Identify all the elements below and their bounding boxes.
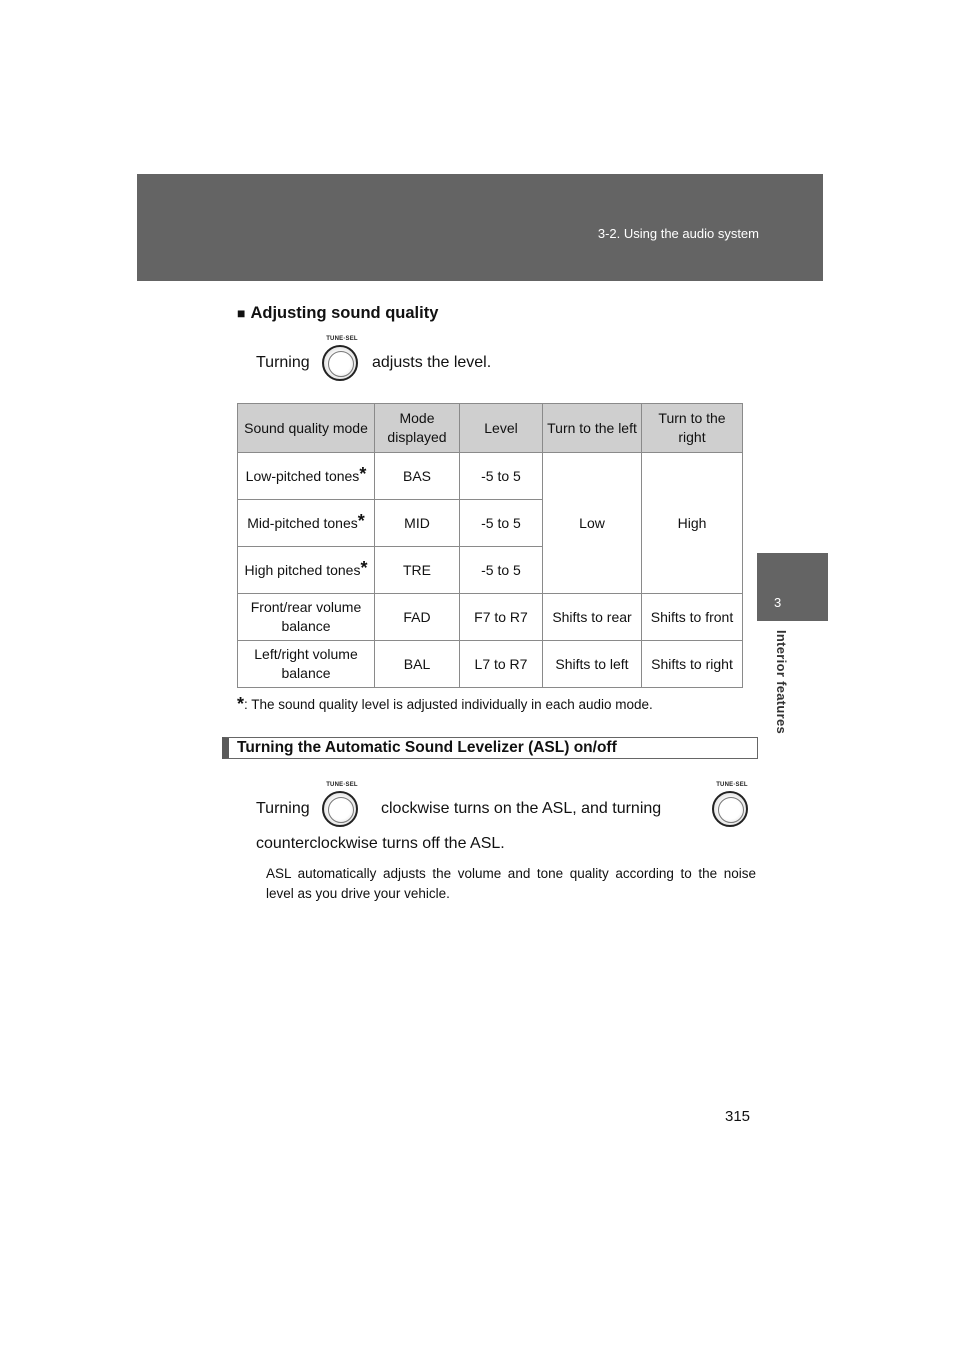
displayed-cell: BAS	[375, 453, 460, 500]
asl-instruction-counterclockwise: counterclockwise turns off the ASL.	[256, 835, 505, 852]
section-heading-asl: Turning the Automatic Sound Levelizer (ASL) on/off	[222, 737, 758, 759]
displayed-cell: TRE	[375, 547, 460, 594]
knob-label: TUNE·SEL	[716, 782, 748, 788]
footnote-text: : The sound quality level is adjusted individually in each audio mode.	[244, 697, 653, 712]
right-cell: Shifts to right	[642, 641, 743, 688]
col-header-level: Level	[460, 404, 543, 453]
mode-cell: High pitched tones*	[238, 547, 375, 594]
asterisk-mark: *	[237, 694, 245, 714]
merged-right-cell: High	[642, 453, 743, 594]
col-header-displayed: Mode displayed	[375, 404, 460, 453]
table-row	[238, 453, 743, 500]
square-bullet-icon: ■	[237, 305, 246, 321]
asl-instruction-turning: Turning	[256, 800, 310, 817]
asterisk-mark: *	[359, 463, 367, 484]
mode-cell: Left/right volume balance	[238, 641, 375, 688]
tune-sel-knob-icon	[322, 782, 358, 827]
level-cell: -5 to 5	[460, 547, 543, 594]
footnote	[237, 694, 653, 714]
asl-instruction-clockwise: clockwise turns on the ASL, and turning	[381, 800, 662, 817]
chapter-label: Interior features	[774, 630, 789, 735]
knob-label: TUNE·SEL	[326, 782, 358, 788]
section-title: 3-2. Using the audio system	[597, 226, 759, 241]
displayed-cell: BAL	[375, 641, 460, 688]
chapter-number: 3	[774, 595, 782, 610]
mode-cell: Low-pitched tones*	[238, 453, 375, 500]
asterisk-mark: *	[360, 557, 368, 578]
merged-left-cell: Low	[543, 453, 642, 594]
displayed-cell: FAD	[375, 594, 460, 641]
col-header-left: Turn to the left	[543, 404, 642, 453]
left-cell: Shifts to left	[543, 641, 642, 688]
left-cell: Shifts to rear	[543, 594, 642, 641]
level-cell: L7 to R7	[460, 641, 543, 688]
displayed-cell: MID	[375, 500, 460, 547]
chapter-tab	[757, 553, 828, 621]
subheading-adjusting-sound-quality	[237, 304, 438, 323]
instruction-adjusts-level: adjusts the level.	[372, 354, 492, 371]
instruction-turning: Turning	[256, 354, 310, 371]
subheading-text: Adjusting sound quality	[250, 304, 439, 322]
header-band	[137, 174, 823, 281]
tune-sel-knob-icon	[322, 336, 358, 381]
mode-cell: Mid-pitched tones*	[238, 500, 375, 547]
sound-quality-table	[237, 403, 743, 688]
level-cell: F7 to R7	[460, 594, 543, 641]
table-row	[238, 594, 743, 641]
asl-note: ASL automatically adjusts the volume and tone quality according to the noise level as you drive your vehicle.	[266, 866, 756, 901]
table-header-row	[238, 404, 743, 453]
page-number: 315	[725, 1108, 751, 1125]
level-cell: -5 to 5	[460, 453, 543, 500]
level-cell: -5 to 5	[460, 500, 543, 547]
table-row	[238, 641, 743, 688]
tune-sel-knob-icon	[712, 782, 748, 827]
knob-label: TUNE·SEL	[326, 336, 358, 342]
mode-cell: Front/rear volume balance	[238, 594, 375, 641]
col-header-mode: Sound quality mode	[238, 404, 375, 453]
asterisk-mark: *	[357, 510, 365, 531]
right-cell: Shifts to front	[642, 594, 743, 641]
col-header-right: Turn to the right	[642, 404, 743, 453]
